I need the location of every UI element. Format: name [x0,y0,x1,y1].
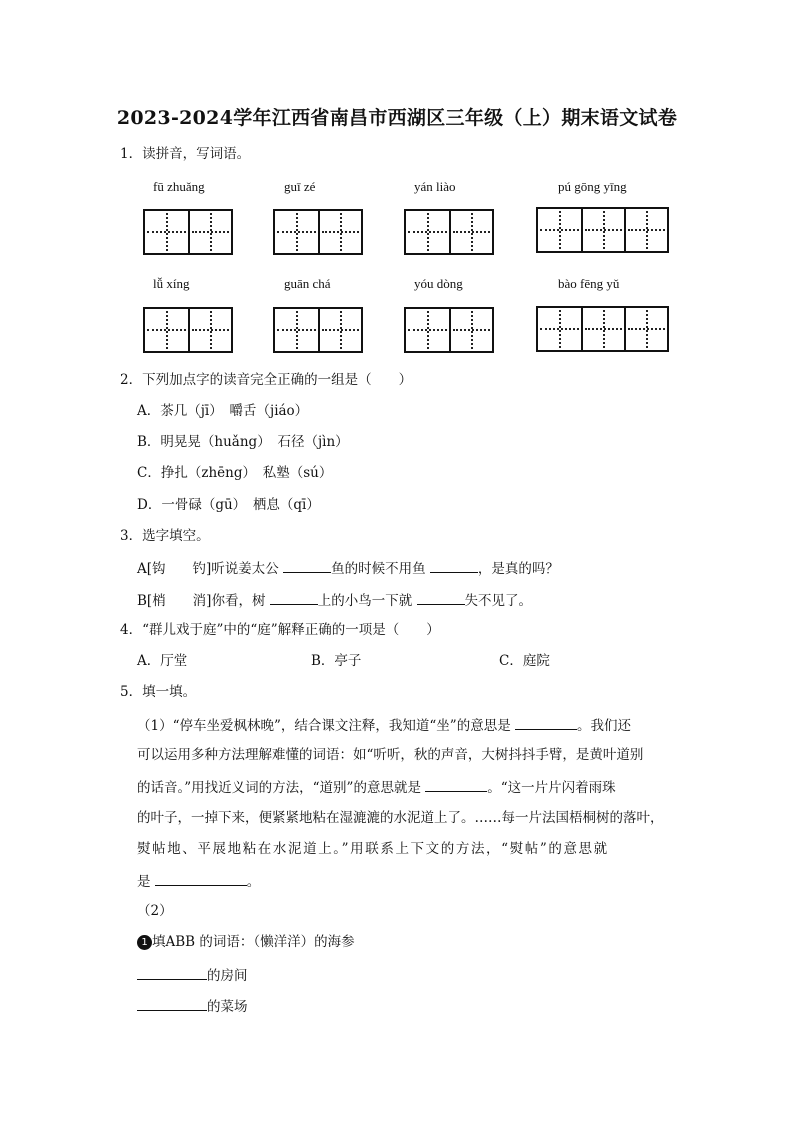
q5-text: 填ABB 的词语：（懒洋洋）的海参 [152,934,355,950]
writing-cell[interactable] [406,309,449,351]
q3-a-prefix: A[钩 钓]听说姜太公 [137,561,284,577]
answer-blank[interactable] [425,777,487,792]
q4-option-c[interactable]: C．庭院 [499,653,550,669]
q5-p1-line3 [137,777,616,797]
q5-p1-line1 [137,715,631,735]
q3-b-mid: 上的小鸟一下就 [317,593,417,609]
writing-cell[interactable] [449,211,492,253]
q3-line-b [137,590,532,610]
q1-pinyin-1: fū zhuǎng [153,179,205,194]
q5-stem: 5．填一填。 [120,684,197,700]
q5-text: 。我们还 [577,718,631,734]
q4-stem: 4．“群儿戏于庭”中的“庭”解释正确的一项是（ ） [120,622,440,638]
q5-p1-line5: 熨帖地、平展地粘在水泥道上。”用联系上下文的方法，“熨帖”的意思就 [137,841,609,857]
writing-cell[interactable] [318,211,361,253]
q5-text: 的菜场 [207,999,248,1015]
q2-option-c[interactable]: C．挣扎（zhēng） 私塾（sú） [137,465,333,481]
q3-b-end: 失不见了。 [464,593,533,609]
answer-blank[interactable] [137,996,207,1011]
writing-grid-8[interactable] [536,306,669,352]
q5-text: 。 [246,874,261,890]
answer-blank[interactable] [137,965,207,980]
q1-pinyin-7: yóu dòng [414,276,463,291]
writing-cell[interactable] [581,209,624,251]
writing-grid-4[interactable] [536,207,669,253]
writing-grid-7[interactable] [404,307,494,353]
q5-text: 是 [137,874,155,890]
writing-grid-3[interactable] [404,209,494,255]
q1-pinyin-3: yán liào [414,179,456,194]
q5-p2-item2 [137,965,248,985]
writing-grid-2[interactable] [273,209,363,255]
q2-option-d[interactable]: D．一骨碌（gū） 栖息（qī） [137,497,320,513]
writing-cell[interactable] [318,309,361,351]
q5-p2-item1 [137,933,355,951]
q1-pinyin-2: guī zé [284,179,316,194]
q1-pinyin-4: pú gōng yīng [558,179,627,194]
writing-grid-5[interactable] [143,307,233,353]
q3-a-mid: 鱼的时候不用鱼 [331,561,430,577]
q5-text: 的话音。”用找近义词的方法，“道别”的意思就是 [137,780,426,796]
writing-cell[interactable] [538,209,581,251]
q5-p2-item3 [137,996,248,1016]
answer-blank[interactable] [270,590,318,605]
q4-option-b[interactable]: B．亭子 [311,653,362,669]
circled-number-icon: 1 [137,935,152,950]
answer-blank[interactable] [515,715,577,730]
writing-cell[interactable] [406,211,449,253]
writing-cell[interactable] [581,308,624,350]
q5-text: 的房间 [207,968,248,984]
q5-text: （1）“停车坐爱枫林晚”，结合课文注释，我知道“坐”的意思是 [137,718,515,734]
writing-cell[interactable] [188,309,231,351]
writing-cell[interactable] [275,211,318,253]
q5-p1-line6 [137,871,260,891]
q2-option-a[interactable]: A．茶几（jī） 嚼舌（jiáo） [137,403,309,419]
exam-title: 2023-2024学年江西省南昌市西湖区三年级（上）期末语文试卷 [116,107,678,129]
q3-line-a [137,558,559,578]
answer-blank[interactable] [283,558,331,573]
answer-blank[interactable] [155,871,247,886]
writing-cell[interactable] [145,309,188,351]
q5-p1-line2: 可以运用多种方法理解难懂的词语：如“听听，秋的声音，大树抖抖手臂，是黄叶道别 [137,747,644,763]
writing-cell[interactable] [624,308,667,350]
answer-blank[interactable] [417,590,465,605]
q5-p2-label: （2） [137,903,173,919]
writing-grid-6[interactable] [273,307,363,353]
writing-cell[interactable] [624,209,667,251]
q4-option-a[interactable]: A．厅堂 [137,653,188,669]
writing-cell[interactable] [145,211,188,253]
q1-stem: 1．读拼音，写词语。 [120,146,251,162]
q5-p1-line4: 的叶子，一掉下来，便紧紧地粘在湿漉漉的水泥道上了。……每一片法国梧桐树的落叶， [137,810,664,826]
q3-b-prefix: B[梢 消]你看，树 [137,593,270,609]
q3-a-end: ，是真的吗？ [477,561,559,577]
answer-blank[interactable] [430,558,478,573]
q1-pinyin-8: bào fēng yǔ [558,276,620,291]
writing-cell[interactable] [275,309,318,351]
q2-option-b[interactable]: B．明晃晃（huǎng） 石径（jìn） [137,434,349,450]
q5-text: 。“这一片片闪着雨珠 [487,780,616,796]
q3-stem: 3．选字填空。 [120,528,210,544]
writing-cell[interactable] [538,308,581,350]
q2-stem: 2．下列加点字的读音完全正确的一组是（ ） [120,372,413,388]
writing-cell[interactable] [449,309,492,351]
writing-cell[interactable] [188,211,231,253]
writing-grid-1[interactable] [143,209,233,255]
q1-pinyin-5: lǚ xíng [153,276,190,291]
q1-pinyin-6: guān chá [284,276,331,291]
